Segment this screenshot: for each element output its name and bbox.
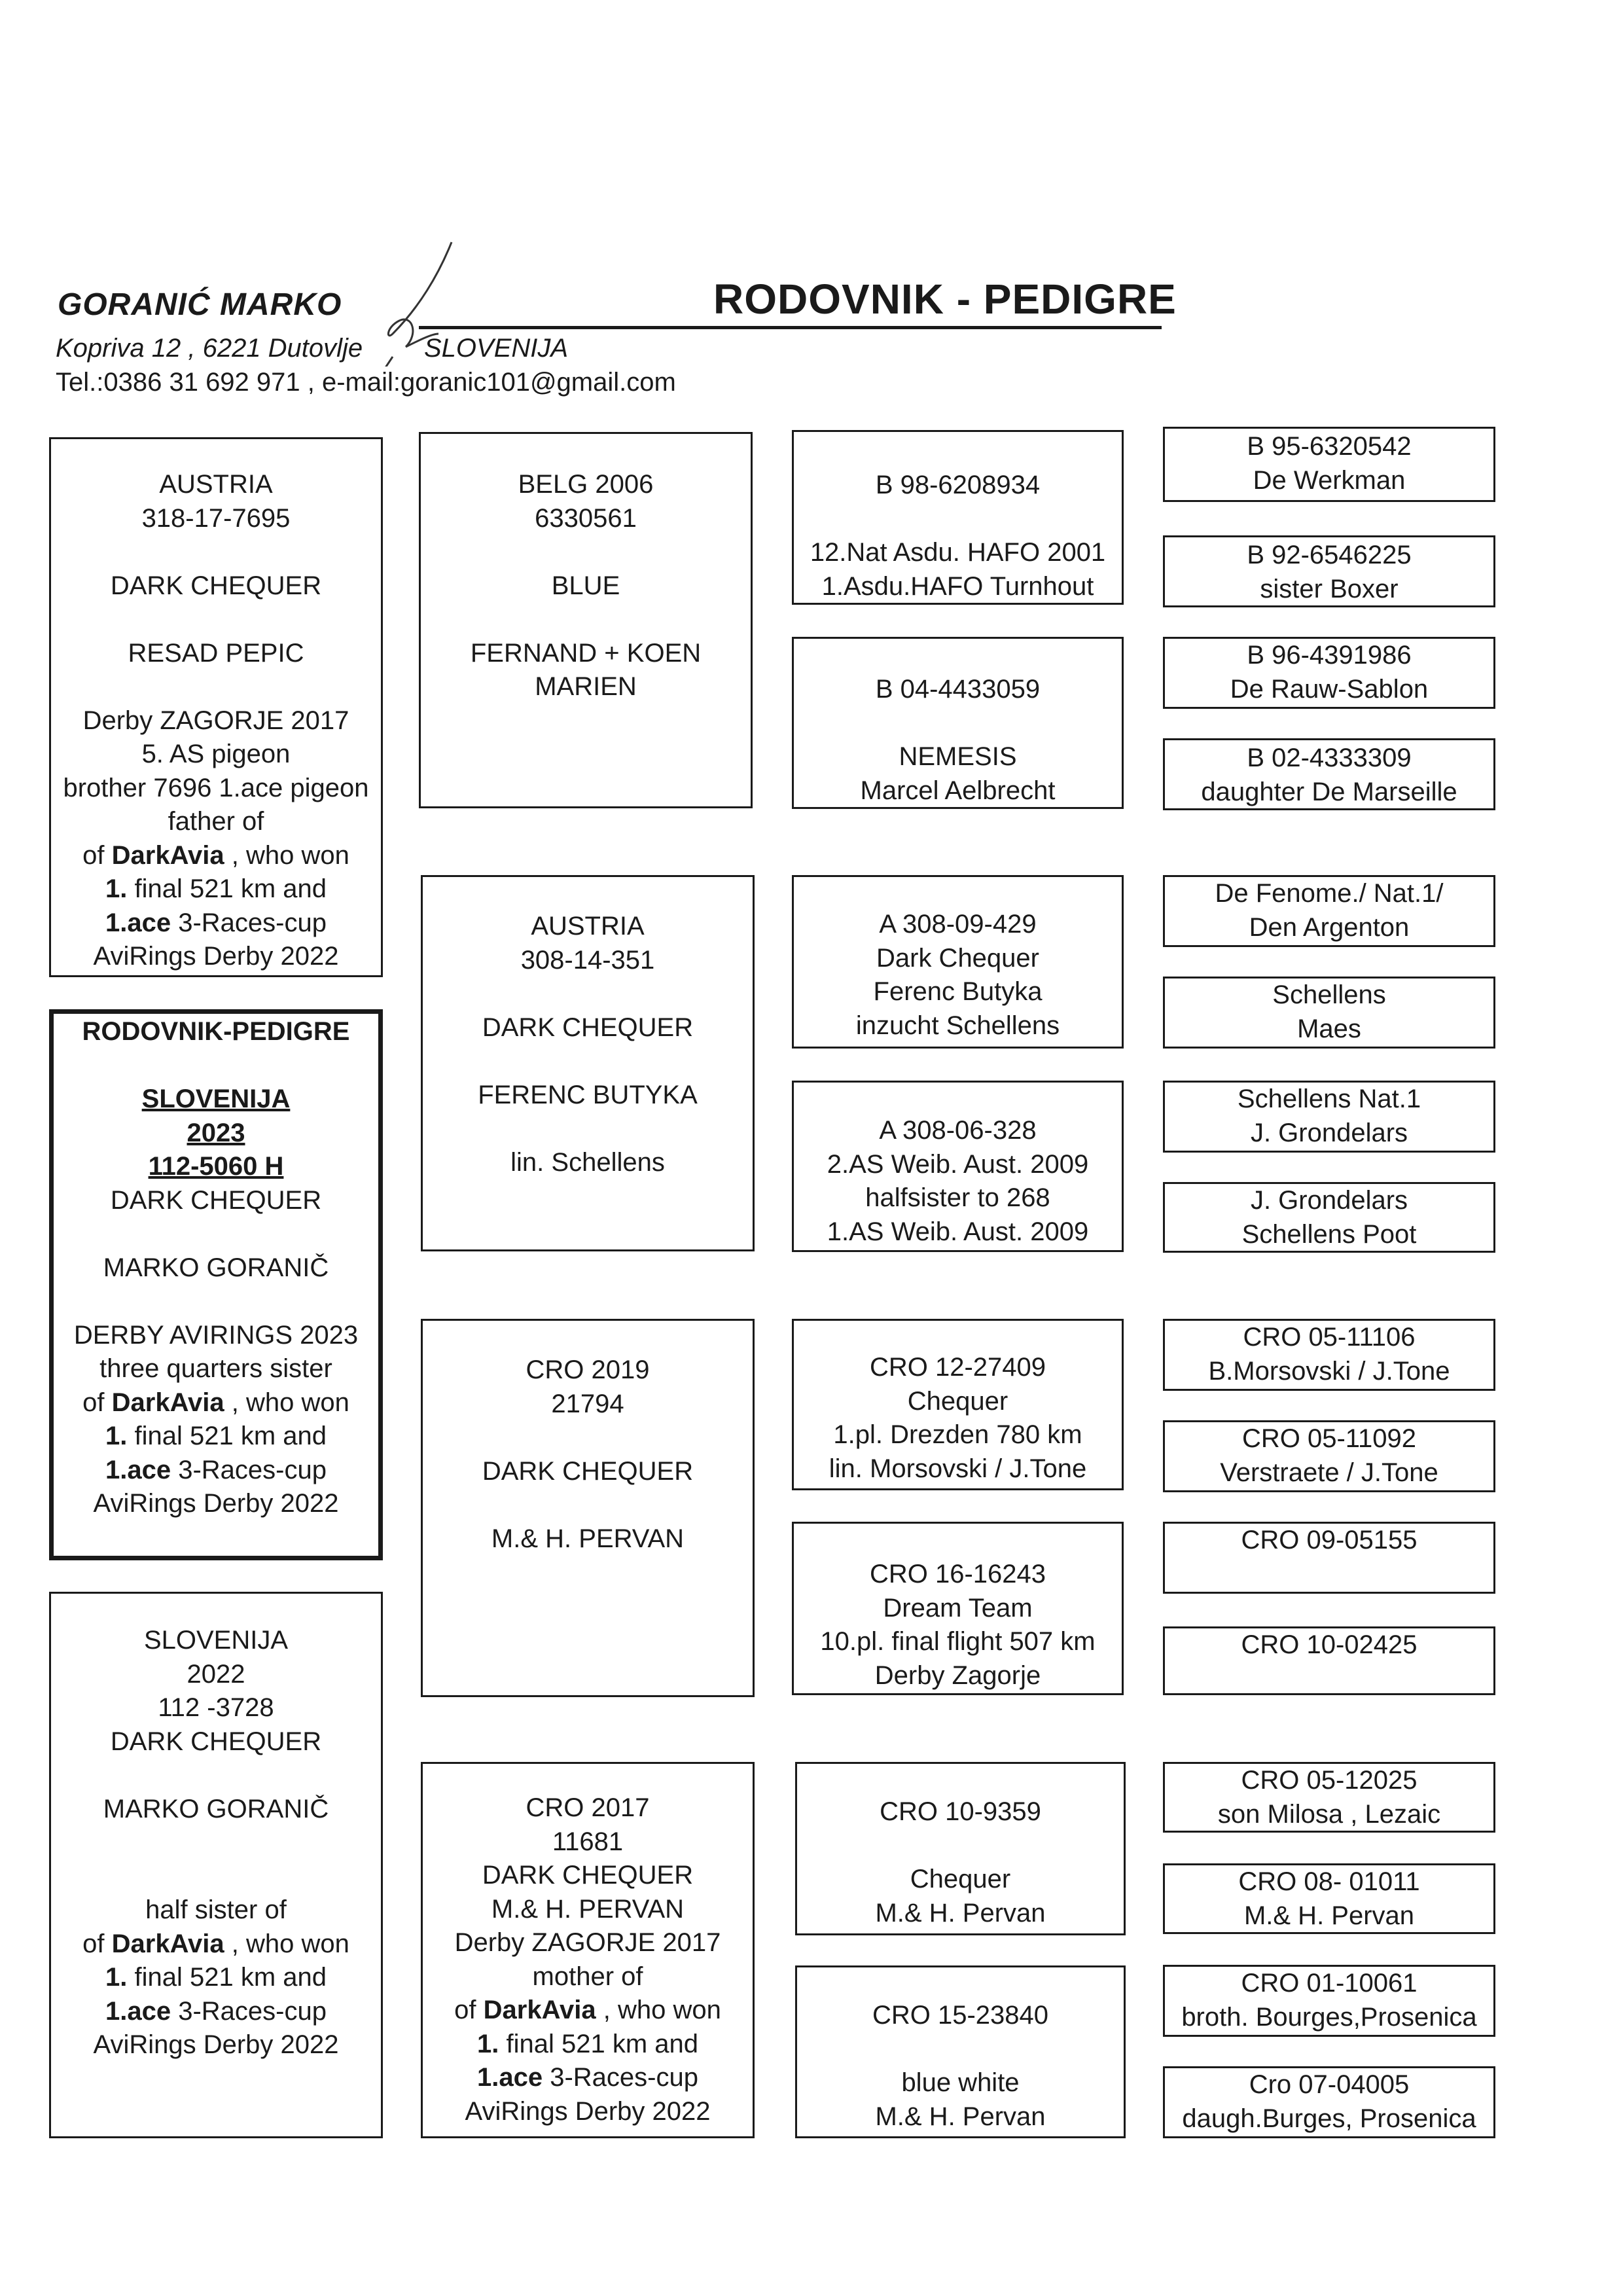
title-underline	[419, 326, 1162, 329]
great-grandparent-box-2: B 04-4433059 NEMESIS Marcel Aelbrecht	[792, 637, 1124, 809]
ancestor-box-3: B 96-4391986 De Rauw-Sablon	[1163, 637, 1495, 709]
ancestor-box-14: CRO 08- 01011 M.& H. Pervan	[1163, 1863, 1495, 1934]
ancestor-box-15: CRO 01-10061 broth. Bourges,Prosenica	[1163, 1965, 1495, 2037]
ancestor-box-1: B 95-6320542 De Werkman	[1163, 427, 1495, 502]
great-grandparent-box-4: A 308-06-328 2.AS Weib. Aust. 2009 halfsister to 268 1.AS Weib. Aust. 2009	[792, 1081, 1124, 1252]
pigeon-heading: RODOVNIK-PEDIGRE	[82, 1017, 350, 1046]
ancestor-box-9: CRO 05-11106 B.Morsovski / J.Tone	[1163, 1319, 1495, 1391]
breeder-address: Kopriva 12 , 6221 Dutovlje	[56, 334, 363, 363]
grandparent-box-2: AUSTRIA 308-14-351 DARK CHEQUER FERENC BUTYKA lin. Schellens	[421, 875, 755, 1251]
pigeon-box: RODOVNIK-PEDIGRE SLOVENIJA 2023 112-5060 H DARK CHEQUER MARKO GORANIČ DERBY AVIRINGS 2023 three quarters sister of DarkAvia , who won 1. final 521 km and 1.ace 3-Races-cup AviRings Derby 2022	[49, 1009, 383, 1560]
breeder-name: GORANIĆ MARKO	[58, 287, 342, 322]
ancestor-box-16: Cro 07-04005 daugh.Burges, Prosenica	[1163, 2066, 1495, 2138]
great-grandparent-box-3: A 308-09-429 Dark Chequer Ferenc Butyka inzucht Schellens	[792, 875, 1124, 1049]
ancestor-box-7: Schellens Nat.1 J. Grondelars	[1163, 1081, 1495, 1153]
ancestor-box-11: CRO 09-05155	[1163, 1522, 1495, 1594]
grandparent-box-4: CRO 2017 11681 DARK CHEQUER M.& H. PERVAN Derby ZAGORJE 2017 mother of of DarkAvia , who won 1. final 521 km and 1.ace 3-Races-cup AviRings Derby 2022	[421, 1762, 755, 2138]
ancestor-box-12: CRO 10-02425	[1163, 1626, 1495, 1695]
sire-box: AUSTRIA 318-17-7695 DARK CHEQUER RESAD PEPIC Derby ZAGORJE 2017 5. AS pigeon brother 7696 1.ace pigeon father of of DarkAvia , who won 1. final 521 km and 1.ace 3-Races-cup AviRings Derby 2022	[49, 437, 383, 977]
ancestor-box-6: Schellens Maes	[1163, 977, 1495, 1049]
ancestor-box-13: CRO 05-12025 son Milosa , Lezaic	[1163, 1762, 1495, 1833]
ancestor-box-5: De Fenome./ Nat.1/ Den Argenton	[1163, 875, 1495, 947]
dam-box: SLOVENIJA 2022 112 -3728 DARK CHEQUER MARKO GORANIČ half sister of of DarkAvia , who won 1. final 521 km and 1.ace 3-Races-cup AviRings Derby 2022	[49, 1592, 383, 2138]
breeder-country: SLOVENIJA	[424, 334, 569, 363]
great-grandparent-box-8: CRO 15-23840 blue white M.& H. Pervan	[795, 1965, 1126, 2138]
great-grandparent-box-6: CRO 16-16243 Dream Team 10.pl. final flight 507 km Derby Zagorje	[792, 1522, 1124, 1695]
great-grandparent-box-7: CRO 10-9359 Chequer M.& H. Pervan	[795, 1762, 1126, 1935]
document-title: RODOVNIK - PEDIGRE	[713, 276, 1177, 323]
grandparent-box-1: BELG 2006 6330561 BLUE FERNAND + KOEN MARIEN	[419, 432, 753, 808]
great-grandparent-box-1: B 98-6208934 12.Nat Asdu. HAFO 2001 1.Asdu.HAFO Turnhout	[792, 430, 1124, 605]
ancestor-box-4: B 02-4333309 daughter De Marseille	[1163, 738, 1495, 810]
breeder-contact: Tel.:0386 31 692 971 , e-mail:goranic101@gmail.com	[56, 368, 676, 397]
great-grandparent-box-5: CRO 12-27409 Chequer 1.pl. Drezden 780 km lin. Morsovski / J.Tone	[792, 1319, 1124, 1490]
ancestor-box-10: CRO 05-11092 Verstraete / J.Tone	[1163, 1420, 1495, 1492]
ancestor-box-2: B 92-6546225 sister Boxer	[1163, 535, 1495, 607]
ancestor-box-8: J. Grondelars Schellens Poot	[1163, 1182, 1495, 1253]
grandparent-box-3: CRO 2019 21794 DARK CHEQUER M.& H. PERVAN	[421, 1319, 755, 1697]
